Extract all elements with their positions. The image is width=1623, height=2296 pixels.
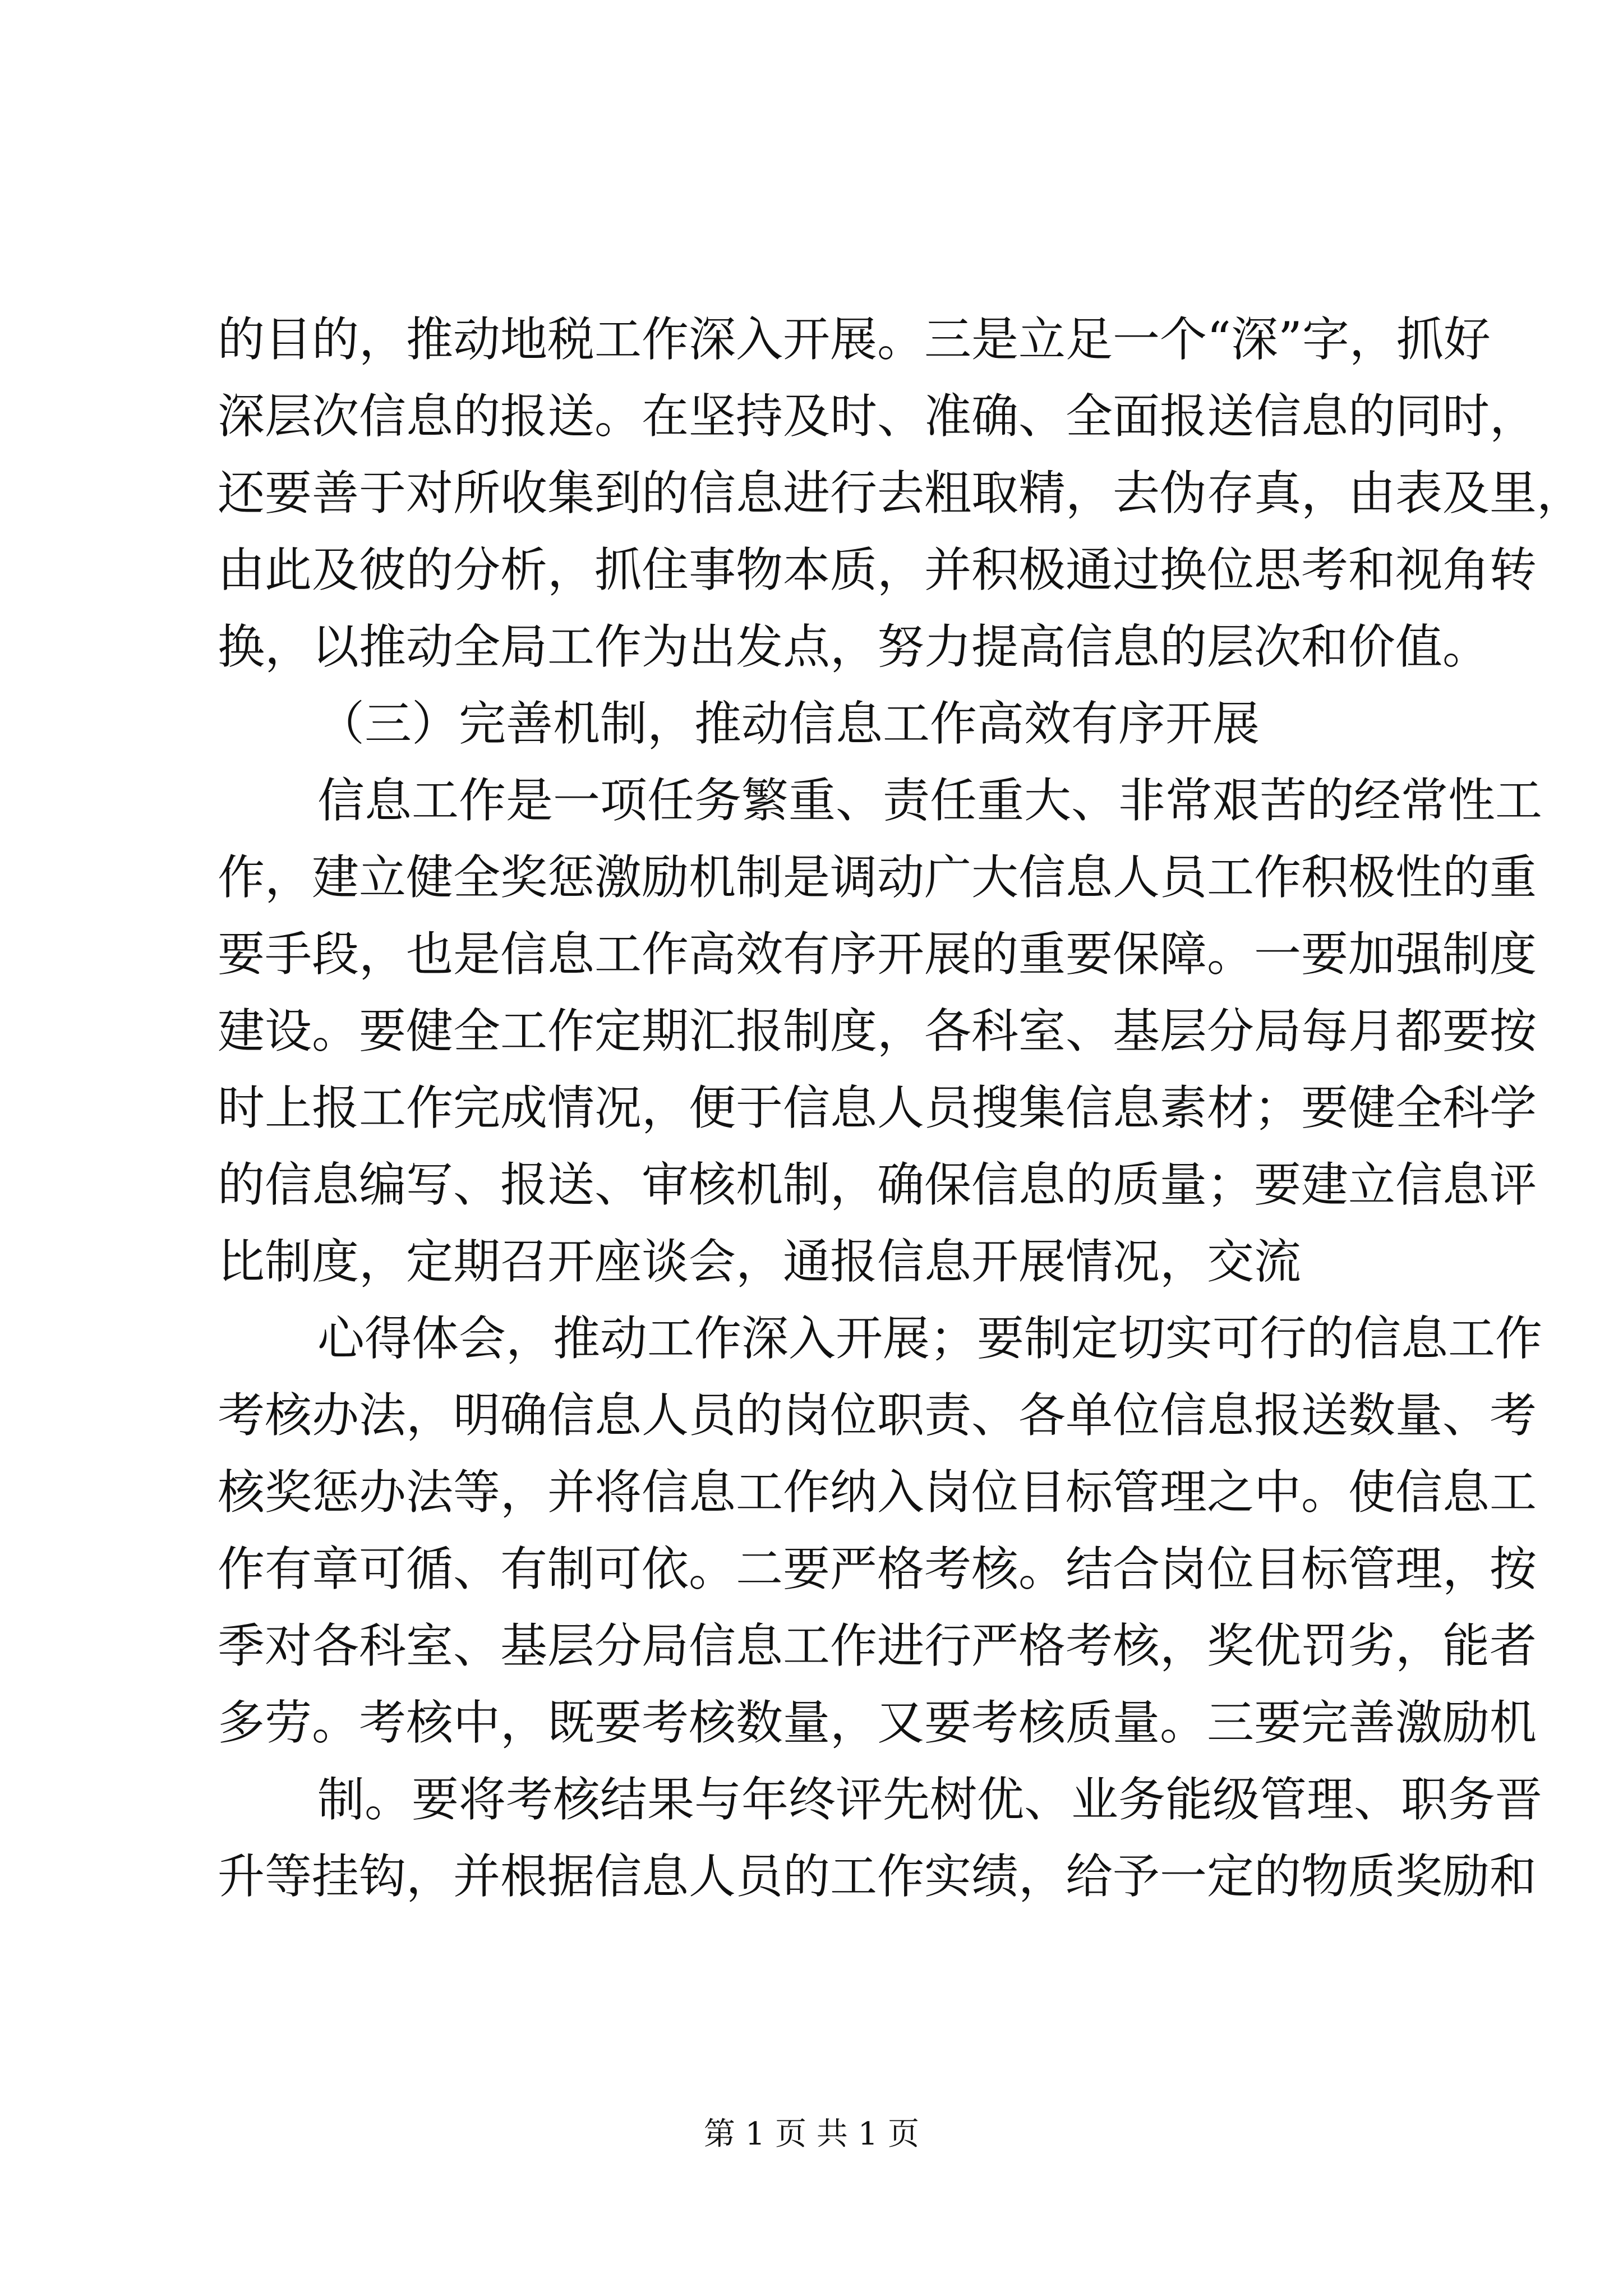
text-line-8: 作，建立健全奖惩激励机制是调动广大信息人员工作积极性的重 — [218, 850, 1537, 905]
paragraph-first-line: 信息工作是一项任务繁重、责任重大、非常艰苦的经常性工 — [317, 773, 1543, 828]
text-line-17: 作有章可循、有制可依。二要严格考核。结合岗位目标管理，按 — [218, 1542, 1537, 1596]
page-footer: 第 1 页 共 1 页 — [703, 2116, 920, 2152]
text-line-21: 升等挂钩，并根据信息人员的工作实绩，给予一定的物质奖励和 — [218, 1849, 1537, 1904]
paragraph-third-line: 制。要将考核结果与年终评先树优、业务能级管理、职务晋 — [317, 1772, 1543, 1827]
text-line-4: 由此及彼的分析，抓住事物本质，并积极通过换位思考和视角转 — [218, 542, 1537, 597]
text-line-2: 深层次信息的报送。在坚持及时、准确、全面报送信息的同时， — [218, 389, 1537, 444]
text-line-1: 的目的，推动地税工作深入开展。三是立足一个“深”字，抓好 — [218, 312, 1491, 367]
text-line-11: 时上报工作完成情况，便于信息人员搜集信息素材；要健全科学 — [218, 1080, 1537, 1135]
paragraph-second-line: 心得体会，推动工作深入开展；要制定切实可行的信息工作 — [317, 1311, 1543, 1366]
text-line-18: 季对各科室、基层分局信息工作进行严格考核，奖优罚劣，能者 — [218, 1618, 1537, 1673]
text-line-13: 比制度，定期召开座谈会，通报信息开展情况，交流 — [218, 1234, 1302, 1289]
text-line-15: 考核办法，明确信息人员的岗位职责、各单位信息报送数量、考 — [218, 1388, 1537, 1443]
text-line-10: 建设。要健全工作定期汇报制度，各科室、基层分局每月都要按 — [218, 1004, 1537, 1059]
text-line-3: 还要善于对所收集到的信息进行去粗取精，去伪存真，由表及里， — [218, 466, 1584, 521]
text-line-19: 多劳。考核中，既要考核数量，又要考核质量。三要完善激励机 — [218, 1695, 1537, 1750]
text-line-16: 核奖惩办法等，并将信息工作纳入岗位目标管理之中。使信息工 — [218, 1465, 1537, 1520]
text-line-5: 换，以推动全局工作为出发点，努力提高信息的层次和价值。 — [218, 619, 1490, 674]
text-line-12: 的信息编写、报送、审核机制，确保信息的质量；要建立信息评 — [218, 1157, 1537, 1212]
section-heading: （三）完善机制，推动信息工作高效有序开展 — [317, 696, 1260, 751]
text-line-9: 要手段，也是信息工作高效有序开展的重要保障。一要加强制度 — [218, 927, 1537, 982]
